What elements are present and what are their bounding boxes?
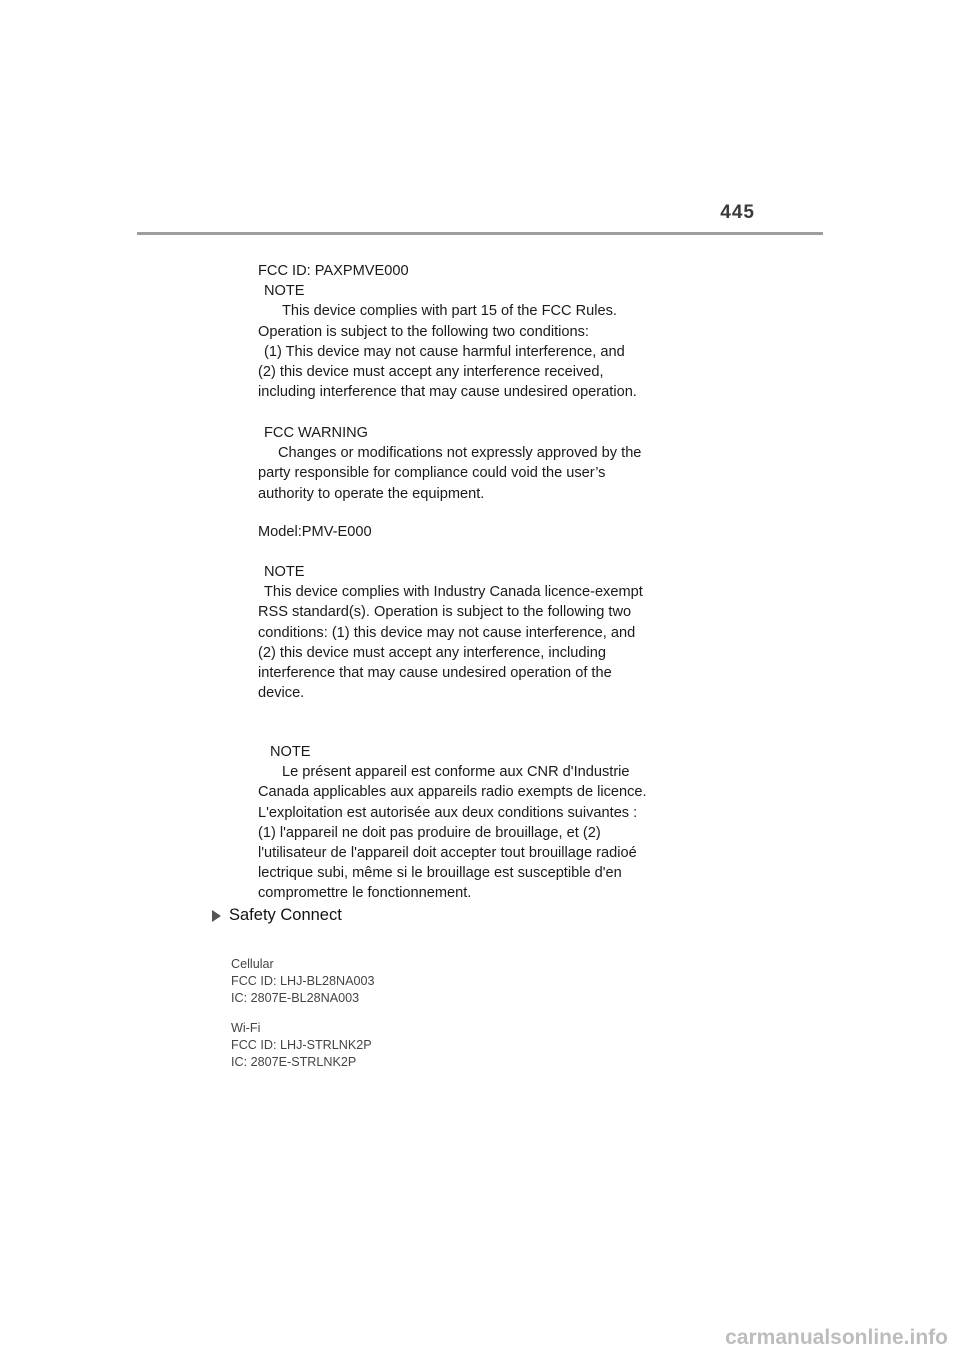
ic-note (258, 562, 728, 703)
fr-line: L'exploitation est autorisée aux deux conditions suivantes : (258, 804, 638, 821)
wifi-fcc-id: FCC ID: LHJ-STRLNK2P (231, 1037, 372, 1052)
model-text: Model:PMV-E000 (258, 524, 372, 540)
note-label: NOTE (270, 744, 311, 760)
safety-connect-heading (212, 906, 342, 925)
fcc-line: including interference that may cause undesired operation. (258, 384, 637, 401)
watermark: carmanualsonline.info (725, 1326, 948, 1349)
page-number: 445 (720, 202, 755, 223)
ic-line: conditions: (1) this device may not cause interference, and (258, 624, 636, 641)
cellular-ic: IC: 2807E-BL28NA003 (231, 990, 360, 1005)
fr-line: Canada applicables aux appareils radio exempts de licence. (258, 784, 647, 801)
triangle-bullet-icon (212, 910, 221, 922)
fcc-warning (258, 423, 728, 504)
fr-line: (1) l'appareil ne doit pas produire de brouillage, et (2) (258, 824, 601, 841)
wifi-label: Wi-Fi (231, 1021, 261, 1035)
wifi-ic: IC: 2807E-STRLNK2P (231, 1054, 357, 1069)
french-note (258, 742, 728, 904)
fr-line: compromettre le fonctionnement. (258, 885, 472, 902)
fcc-notice (258, 261, 728, 402)
safety-connect-title: Safety Connect (229, 906, 342, 924)
ic-line: device. (258, 685, 305, 702)
fcc-line: Operation is subject to the following two conditions: (258, 323, 589, 340)
note-label: NOTE (264, 283, 305, 300)
model-line (258, 522, 728, 542)
wifi-block (231, 1020, 372, 1070)
fcc-line: (2) this device must accept any interference received, (258, 364, 604, 381)
note-label: NOTE (264, 564, 305, 580)
warning-line: authority to operate the equipment. (258, 485, 485, 502)
cellular-fcc-id: FCC ID: LHJ-BL28NA003 (231, 973, 375, 988)
ic-line: This device complies with Industry Canada licence-exempt (264, 584, 643, 601)
ic-line: RSS standard(s). Operation is subject to the following two (258, 604, 632, 621)
cellular-block (231, 956, 374, 1006)
warning-line: party responsible for compliance could void the user’s (258, 465, 606, 482)
warning-label: FCC WARNING (264, 425, 369, 441)
ic-line: interference that may cause undesired operation of the (258, 665, 612, 682)
fr-line: l'utilisateur de l'appareil doit accepter tout brouillage radioé (258, 845, 637, 862)
fr-line: Le présent appareil est conforme aux CNR d'Industrie (282, 764, 630, 781)
cellular-label: Cellular (231, 957, 274, 971)
fr-line: lectrique subi, même si le brouillage est susceptible d'en (258, 865, 622, 882)
ic-line: (2) this device must accept any interference, including (258, 644, 606, 661)
header-divider (137, 232, 823, 235)
fcc-line: (1) This device may not cause harmful interference, and (264, 343, 625, 360)
warning-line: Changes or modifications not expressly approved by the (278, 445, 642, 462)
fcc-line: This device complies with part 15 of the FCC Rules. (282, 303, 617, 320)
fcc-id: FCC ID: PAXPMVE000 (258, 263, 409, 279)
